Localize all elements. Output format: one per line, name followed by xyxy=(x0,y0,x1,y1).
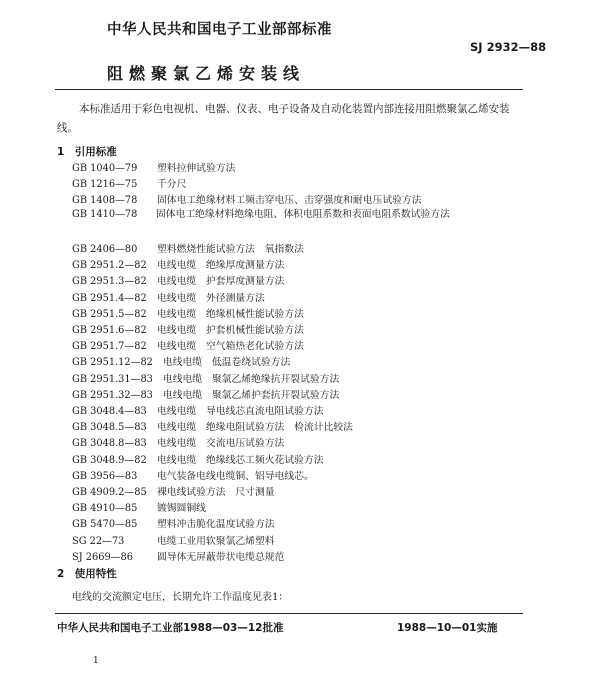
reference-item xyxy=(72,516,275,530)
reference-code: GB 3048.8—83 xyxy=(72,438,147,450)
reference-item xyxy=(72,435,284,449)
reference-code: GB 1040—79 xyxy=(72,163,138,174)
reference-item xyxy=(72,419,353,433)
reference-title: 圆导体无屏蔽带状电缆总规范 xyxy=(157,551,285,563)
reference-title: 电气装备电线电缆铜、铝导电线芯。 xyxy=(157,470,314,482)
reference-title: 电线电缆 外径测量方法 xyxy=(157,292,265,304)
reference-item xyxy=(72,273,284,287)
reference-code: GB 2951.2—82 xyxy=(72,260,147,272)
reference-item xyxy=(72,500,206,514)
reference-item xyxy=(72,403,324,417)
reference-title: 电线电缆 绝缘机械性能试验方法 xyxy=(157,308,304,320)
reference-title: 电线电缆 导电线芯直流电阻试验方法 xyxy=(157,406,324,417)
usage-paragraph: 电线的交流额定电压，长期允许工作温度见表1： xyxy=(72,592,289,603)
reference-code: GB 2951.5—82 xyxy=(72,308,147,320)
reference-title: 固体电工绝缘材料工频击穿电压、击穿强度和耐电压试验方法 xyxy=(157,195,422,207)
reference-code: SG 22—73 xyxy=(72,535,125,547)
top-divider xyxy=(55,89,523,90)
reference-title: 塑料冲击脆化温度试验方法 xyxy=(157,519,275,531)
reference-title: 电线电缆 绝缘厚度测量方法 xyxy=(157,260,285,272)
reference-code: GB 3048.4—83 xyxy=(72,406,147,417)
reference-item xyxy=(72,533,275,547)
section-heading-usage: 2 使用特性 xyxy=(57,568,117,580)
reference-title: 塑料拉伸试验方法 xyxy=(157,163,236,174)
bottom-divider xyxy=(55,613,523,614)
reference-code: GB 2951.6—82 xyxy=(72,325,147,336)
reference-item xyxy=(72,176,186,190)
reference-code: GB 3048.5—83 xyxy=(72,422,147,434)
reference-title: 电线电缆 绝缘电阻试验方法 检流计比较法 xyxy=(157,422,353,434)
reference-title: 电线电缆 空气箱热老化试验方法 xyxy=(157,341,304,353)
reference-code: SJ 2669—86 xyxy=(72,551,133,563)
section-heading-references: 1 引用标准 xyxy=(57,146,117,158)
reference-code: GB 5470—85 xyxy=(72,519,138,531)
reference-title: 电线电缆 交流电压试验方法 xyxy=(157,438,285,450)
reference-item xyxy=(72,192,422,206)
standard-number: SJ 2932—88 xyxy=(470,40,547,54)
reference-item xyxy=(72,452,324,466)
reference-code: GB 2951.7—82 xyxy=(72,341,147,353)
reference-code: GB 2951.4—82 xyxy=(72,292,147,304)
reference-title: 电线电缆 护套机械性能试验方法 xyxy=(157,325,304,336)
reference-item xyxy=(72,209,157,220)
reference-title: 镀锡圆铜线 xyxy=(157,503,206,515)
reference-item xyxy=(72,160,235,174)
reference-item xyxy=(72,338,304,352)
reference-item xyxy=(72,306,304,320)
reference-code: GB 1408—78 xyxy=(72,195,138,207)
reference-title: 固体电工绝缘材料绝缘电阻、体积电阻系数和表面电阻系数试验方法 xyxy=(156,208,450,220)
reference-title: 电线电缆 聚氯乙烯护套抗开裂试验方法 xyxy=(162,389,340,401)
reference-code: GB 1410—78 xyxy=(72,208,138,220)
reference-code: GB 2951.31—83 xyxy=(72,373,153,385)
reference-code: GB 4909.2—85 xyxy=(72,487,147,498)
reference-item xyxy=(72,468,314,482)
reference-title: 电线电缆 低温卷绕试验方法 xyxy=(162,357,291,369)
approval-note: 中华人民共和国电子工业部1988—03—12批准 xyxy=(57,622,284,634)
reference-code: GB 1216—75 xyxy=(72,179,138,191)
document-title: 阻燃聚氯乙烯安装线 xyxy=(107,64,306,83)
reference-item xyxy=(72,241,304,255)
reference-title: 裸电线试验方法 尺寸测量 xyxy=(157,487,275,498)
reference-title: 电线电缆 聚氯乙烯绝缘抗开裂试验方法 xyxy=(162,373,340,385)
reference-item xyxy=(72,322,304,336)
reference-item xyxy=(72,484,275,498)
reference-code: GB 2951.3—82 xyxy=(72,276,147,288)
reference-code: GB 3048.9—82 xyxy=(72,454,147,466)
reference-code: GB 2951.32—83 xyxy=(72,389,153,401)
reference-title: 塑料燃烧性能试验方法 氧指数法 xyxy=(157,244,304,255)
reference-code: GB 3956—83 xyxy=(72,470,138,482)
reference-title: 电线电缆 护套厚度测量方法 xyxy=(157,276,285,288)
reference-item xyxy=(72,387,339,401)
reference-title: 电缆工业用软聚氯乙烯塑料 xyxy=(157,535,275,547)
reference-item xyxy=(72,290,265,304)
reference-title: 电线电缆 绝缘线芯工频火花试验方法 xyxy=(157,454,324,466)
reference-item xyxy=(72,549,284,563)
reference-item xyxy=(72,257,284,271)
reference-code: GB 2951.12—82 xyxy=(72,357,153,369)
reference-code: GB 4910—85 xyxy=(72,503,138,515)
page-number: 1 xyxy=(93,656,99,666)
reference-item xyxy=(72,354,290,368)
reference-title: 千分尺 xyxy=(157,179,187,191)
intro-paragraph: 本标准适用于彩色电视机、电器、仪表、电子设备及自动化装置内部连接用阻燃聚氯乙烯安装线。 xyxy=(57,103,510,134)
organization-title: 中华人民共和国电子工业部部标准 xyxy=(107,22,332,38)
reference-item xyxy=(72,371,339,385)
reference-code: GB 2406—80 xyxy=(72,244,138,255)
implementation-date: 1988—10—01实施 xyxy=(397,622,498,634)
